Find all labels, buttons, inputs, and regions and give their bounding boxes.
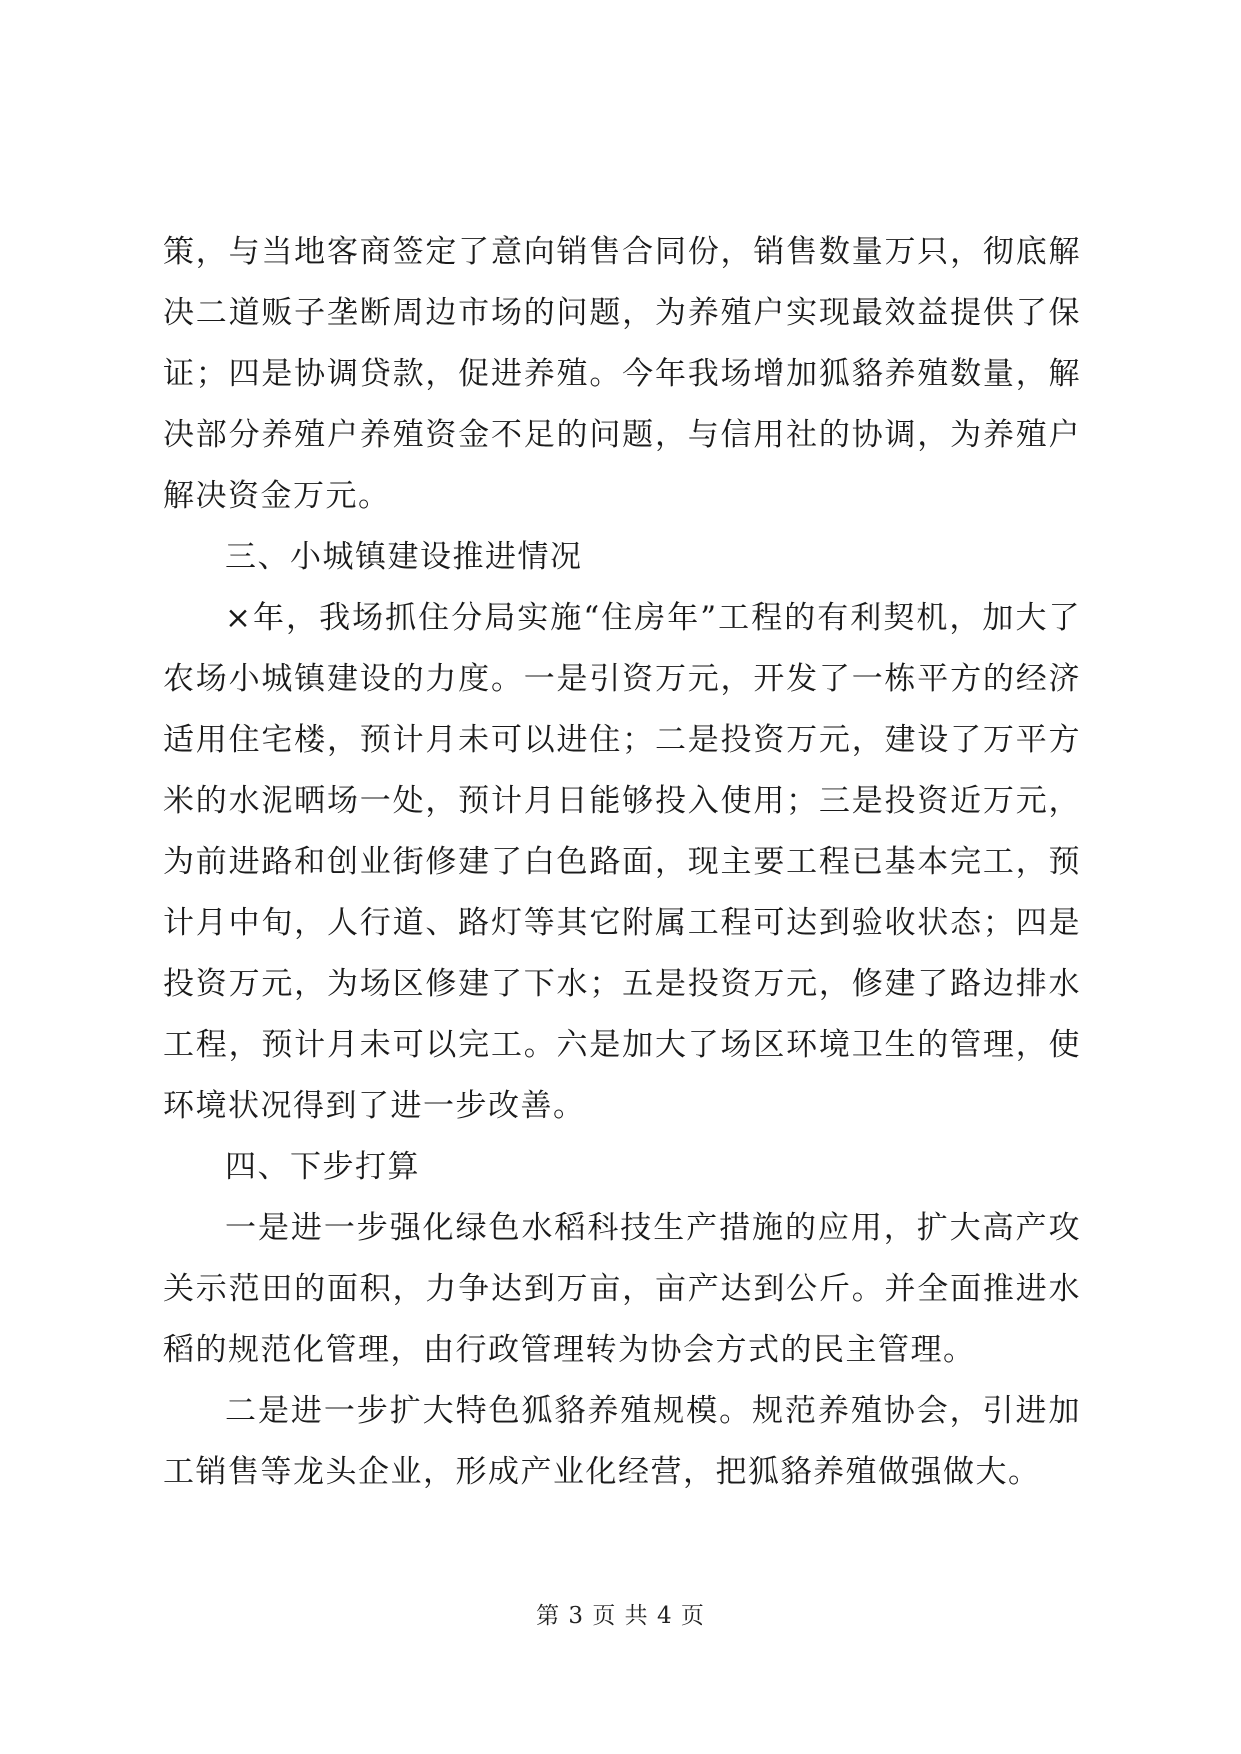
paragraph-rice-plan: 一是进一步强化绿色水稻科技生产措施的应用，扩大高产攻关示范田的面积，力争达到万亩，亩产达到公斤。并全面推进水稻的规范化管理，由行政管理转为协会方式的民主管理。 [163,1210,1081,1368]
paragraph-continuation: 策，与当地客商签定了意向销售合同份，销售数量万只，彻底解决二道贩子垄断周边市场的问题，为养殖户实现最效益提供了保证；四是协调贷款，促进养殖。今年我场增加狐貉养殖数量，解决部分养殖户养殖资金不足的问题，与信用社的协调，为养殖户解决资金万元。 [163,234,1081,514]
section-heading-3: 三、小城镇建设推进情况 [225,539,583,575]
paragraph-town-construction: ×年，我场抓住分局实施“住房年”工程的有利契机，加大了农场小城镇建设的力度。一是引资万元，开发了一栋平方的经济适用住宅楼，预计月未可以进住；二是投资万元，建设了万平方米的水泥晒场一处，预计月日能够投入使用；三是投资近万元，为前进路和创业街修建了白色路面，现主要工程已基本完工，预计月中旬，人行道、路灯等其它附属工程可达到验收状态；四是投资万元，为场区修建了下水；五是投资万元，修建了路边排水工程，预计月未可以完工。六是加大了场区环境卫生的管理，使环境状况得到了进一步改善。 [163,600,1081,1124]
paragraph-breeding-plan: 二是进一步扩大特色狐貉养殖规模。规范养殖协会，引进加工销售等龙头企业，形成产业化经营，把狐貉养殖做强做大。 [163,1393,1081,1490]
page-number-footer: 第 3 页 共 4 页 [536,1603,705,1629]
document-body [163,222,1081,1503]
section-heading-4: 四、下步打算 [225,1149,420,1185]
